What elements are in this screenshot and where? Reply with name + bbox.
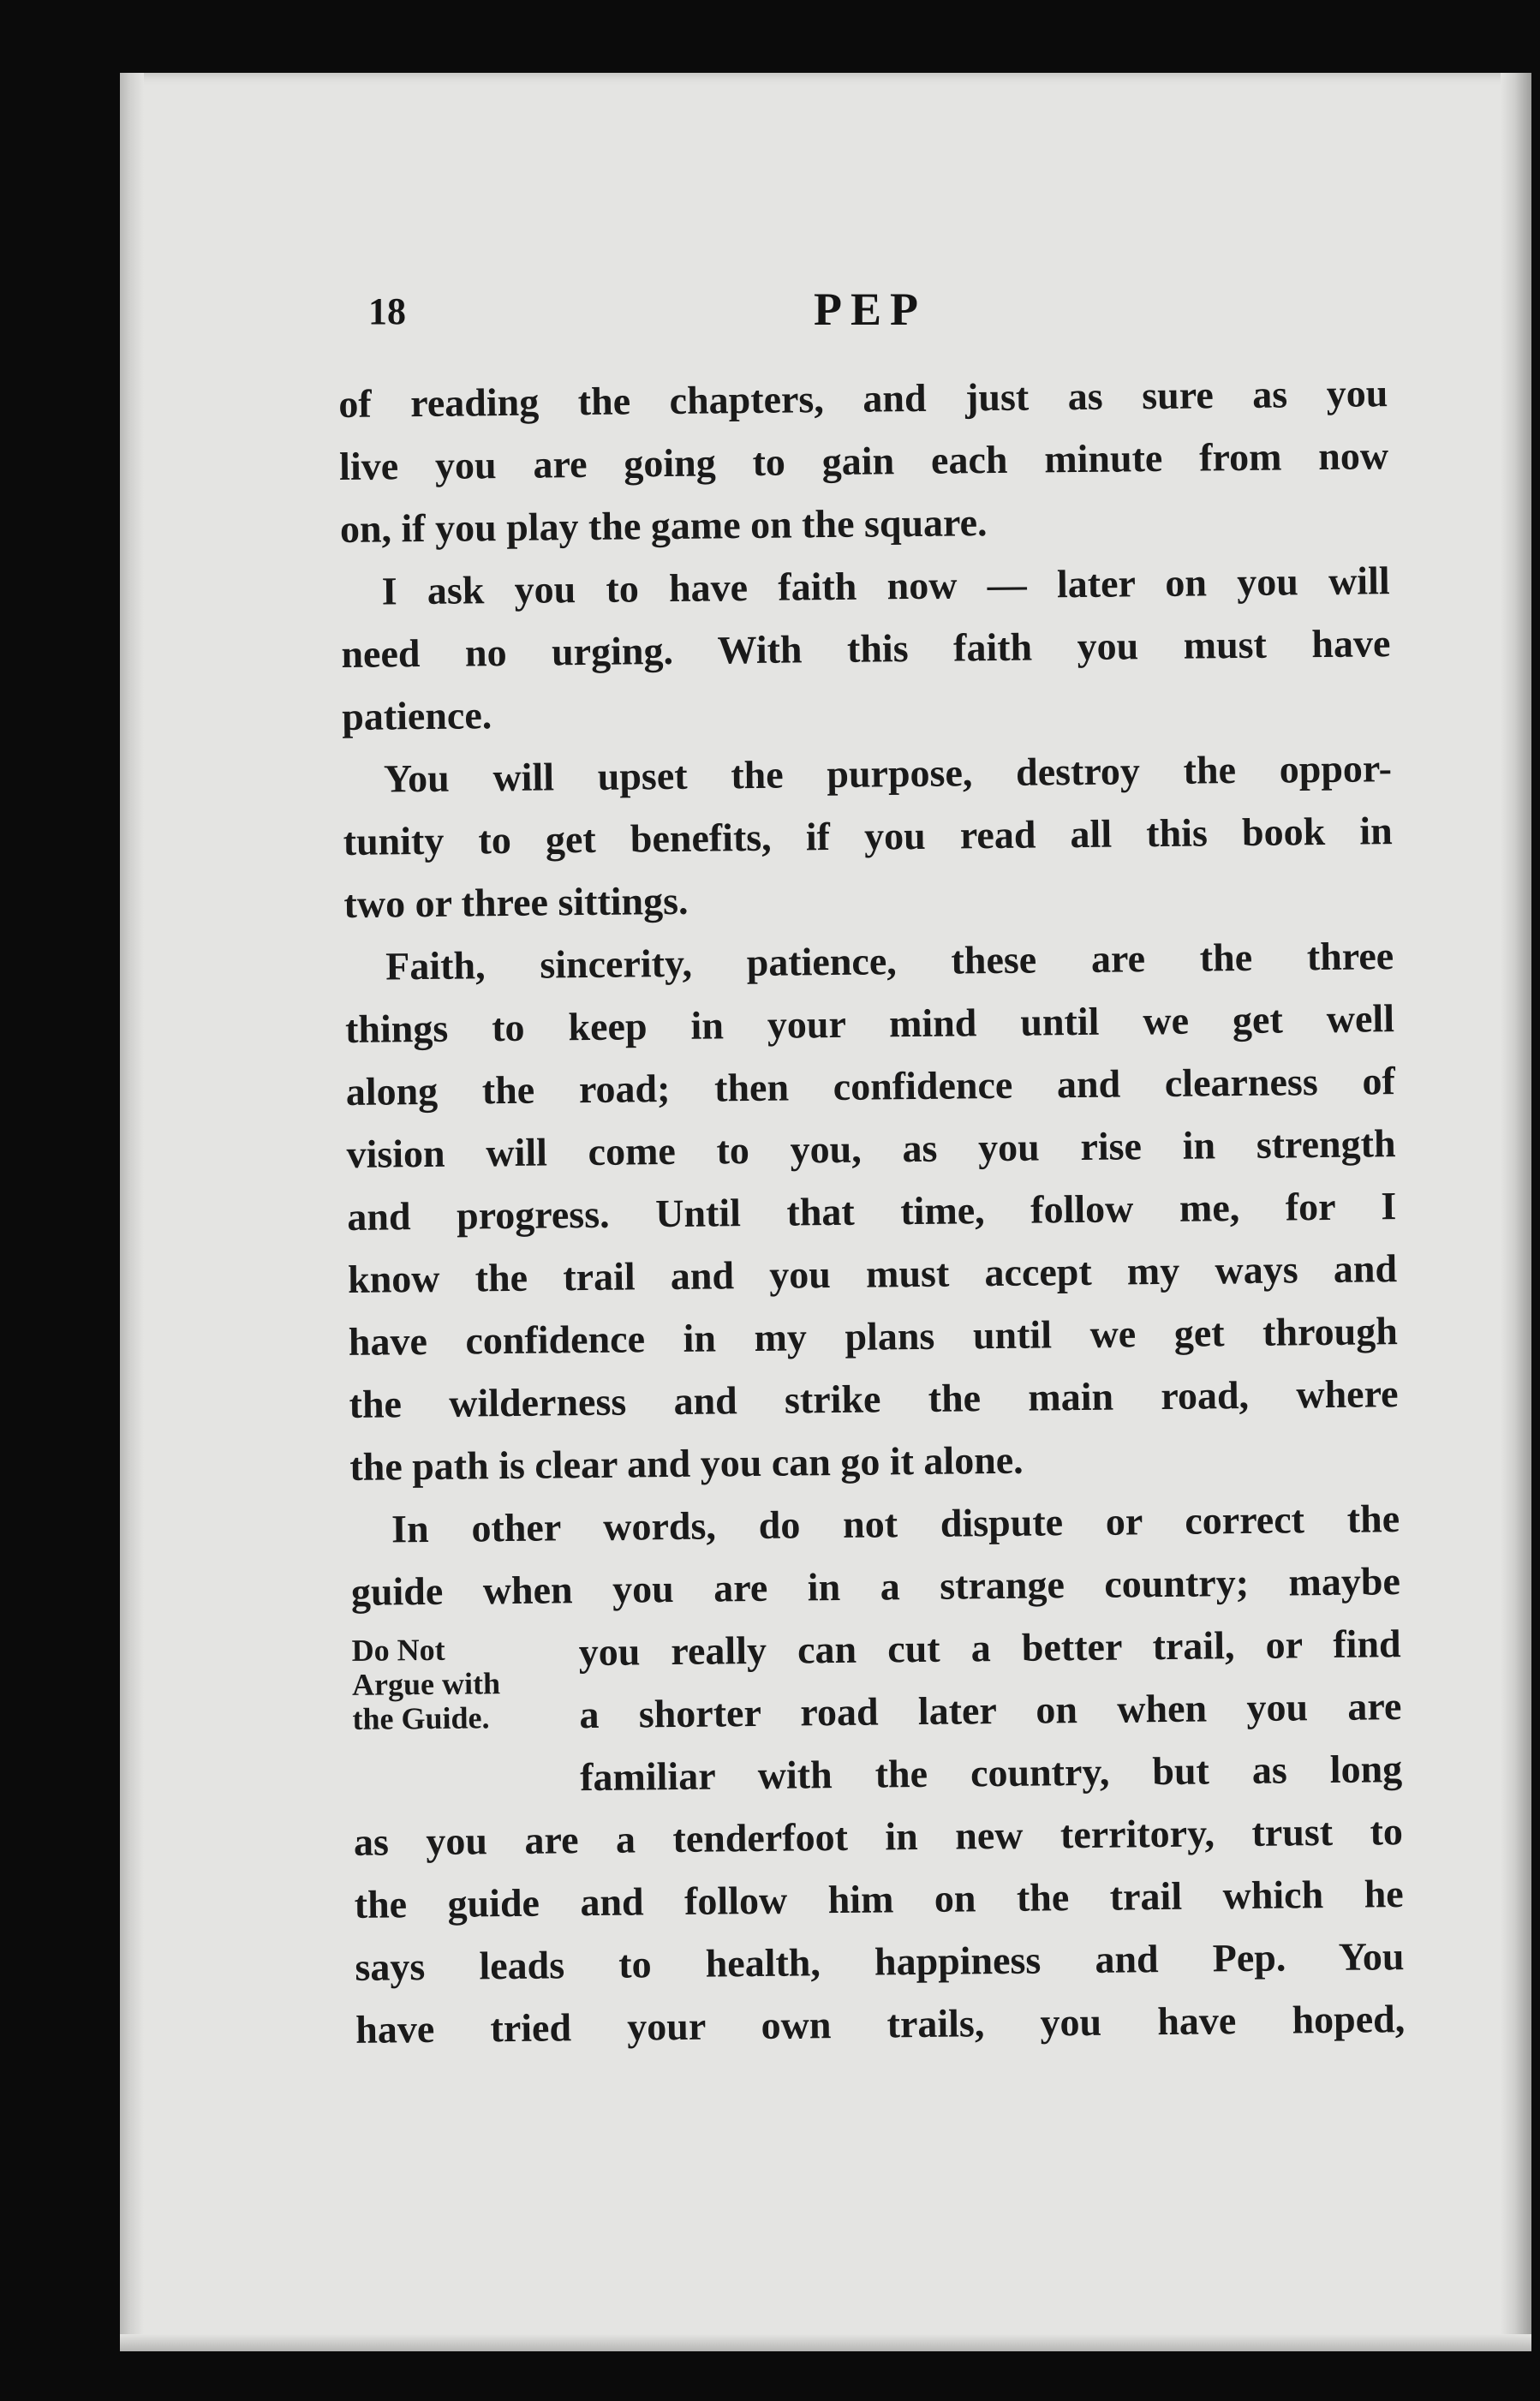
text-line: guide when you are in a strange country; maybe [350, 1559, 1401, 1614]
text-line: things to keep in your mind until we get well [344, 996, 1395, 1051]
paragraph [340, 549, 1391, 748]
text-line: the wilderness and strike the main road, where [349, 1371, 1399, 1426]
text-line: Faith, sincerity, patience, these are the three [385, 934, 1394, 988]
paragraph [343, 737, 1394, 935]
page-left-edge [120, 73, 144, 2351]
text-line: on, if you play the game on the square. [339, 500, 988, 551]
text-line: You will upset the purpose, destroy the oppor- [383, 746, 1393, 801]
margin-note-line: the Guide. [352, 1700, 490, 1736]
text-line: familiar with the country, but as long [579, 1747, 1403, 1800]
running-head: PEP [814, 284, 927, 335]
paragraph [338, 361, 1389, 560]
page-header [368, 283, 1388, 351]
text-line: have confidence in my plans until we get through [348, 1309, 1399, 1364]
text-line: live you are going to gain each minute from now [338, 433, 1389, 488]
text-line: as you are a tenderfoot in new territory, trust to [353, 1809, 1404, 1864]
text-line: patience. [341, 693, 492, 738]
text-line: the guide and follow him on the trail which he [354, 1872, 1404, 1926]
text-line: I ask you to have faith now — later on you will [381, 558, 1390, 613]
page-right-edge [1501, 73, 1531, 2351]
body-text [338, 361, 1406, 2061]
margin-note-line: Argue with [351, 1666, 501, 1702]
text-line: know the trail and you must accept my ways and [347, 1246, 1398, 1301]
page-bottom-edge [120, 2334, 1531, 2351]
text-line: need no urging. With this faith you must have [341, 621, 1391, 676]
text-line: the path is clear and you can go it alone. [349, 1437, 1024, 1489]
text-line: says leads to health, happiness and Pep. You [355, 1934, 1405, 1989]
text-line: vision will come to you, as you rise in strength [346, 1121, 1396, 1176]
text-line: of reading the chapters, and just as sure as you [338, 371, 1388, 426]
paragraph [344, 924, 1400, 1498]
margin-note [351, 1632, 500, 1736]
text-line: In other words, do not dispute or correct the [391, 1496, 1400, 1551]
page-number: 18 [368, 290, 406, 332]
margin-note-line: Do Not [351, 1632, 445, 1668]
text-line: a shorter road later on when you are [579, 1684, 1402, 1737]
text-line: along the road; then confidence and clearness of [345, 1059, 1395, 1114]
text-line: have tried your own trails, you have hoped, [355, 1997, 1406, 2052]
text-line: you really can cut a better trail, or find [578, 1622, 1401, 1675]
text-line: two or three sittings. [343, 878, 689, 926]
text-line: tunity to get benefits, if you read all this book in [343, 809, 1393, 863]
paragraph [350, 1487, 1406, 2061]
text-line: and progress. Until that time, follow me, for I [347, 1184, 1397, 1239]
